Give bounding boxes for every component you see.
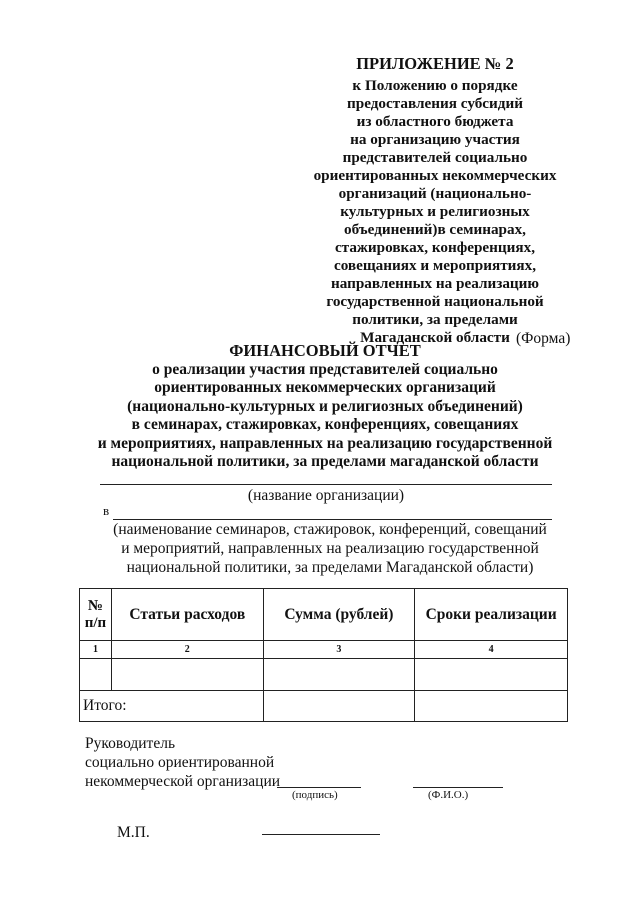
name-field[interactable]	[413, 787, 503, 788]
total-label: Итого:	[80, 691, 264, 722]
appendix-line: предоставления субсидий	[347, 95, 523, 112]
report-line: и мероприятиях, направленных на реализацию государственной	[97, 434, 553, 452]
org-name-line[interactable]	[100, 484, 552, 485]
col-number: 2	[111, 641, 263, 659]
form-label: (Форма)	[516, 330, 571, 347]
report-line: ориентированных некоммерческих организаций	[154, 379, 496, 396]
header-amount: Сумма (рублей)	[263, 589, 415, 641]
appendix-line: стажировках, конференциях,	[334, 239, 536, 256]
report-title: ФИНАНСОВЫЙ ОТЧЕТ	[229, 341, 421, 360]
total-row	[80, 691, 568, 722]
appendix-line: ориентированных некоммерческих	[313, 167, 557, 184]
events-caption	[95, 520, 565, 577]
header-deadlines: Сроки реализации	[415, 589, 568, 641]
appendix-title: ПРИЛОЖЕНИЕ № 2	[356, 54, 514, 73]
appendix-line: представителей социально	[342, 149, 528, 166]
total-deadline-cell[interactable]	[415, 691, 568, 722]
report-line: (национально-культурных и религиозных объединений)	[127, 397, 523, 415]
events-caption-line: и мероприятий, направленных на реализацию государственной	[121, 540, 539, 557]
expenses-table	[79, 588, 568, 722]
table-cell[interactable]	[80, 659, 112, 691]
signature-field[interactable]	[277, 787, 361, 788]
report-heading	[85, 342, 565, 472]
table-cell[interactable]	[111, 659, 263, 691]
signature-line-text: социально ориентированной	[85, 754, 275, 771]
column-number-row	[80, 641, 568, 659]
events-caption-line: национальной политики, за пределами Магаданской области)	[126, 559, 534, 576]
appendix-line: из областного бюджета	[356, 113, 514, 130]
name-hint: (Ф.И.О.)	[428, 789, 469, 801]
appendix-line: организаций (национально-	[338, 185, 532, 202]
table-header-row	[80, 589, 568, 641]
table-row	[80, 659, 568, 691]
report-line: в семинарах, стажировках, конференциях, совещаниях	[131, 416, 519, 433]
header-number: № п/п	[80, 589, 112, 641]
date-field[interactable]	[262, 834, 380, 835]
header-expense-items: Статьи расходов	[111, 589, 263, 641]
total-amount-cell[interactable]	[263, 691, 415, 722]
appendix-line: культурных и религиозных	[340, 203, 530, 220]
signature-line-text: некоммерческой организации	[85, 773, 281, 790]
col-number: 1	[80, 641, 112, 659]
appendix-line: к Положению о порядке	[352, 77, 518, 94]
signature-hint: (подпись)	[292, 789, 338, 801]
stamp-label: М.П.	[117, 824, 150, 841]
appendix-line: Магаданской области	[360, 329, 510, 346]
events-caption-line: (наименование семинаров, стажировок, конференций, совещаний	[113, 521, 547, 538]
appendix-line: объединений)в семинарах,	[344, 221, 526, 238]
appendix-line: направленных на реализацию	[330, 275, 540, 292]
col-number: 3	[263, 641, 415, 659]
report-line: национальной политики, за пределами магаданской области	[111, 453, 539, 470]
in-prefix: в	[103, 503, 110, 518]
table-cell[interactable]	[415, 659, 568, 691]
signature-line-text: Руководитель	[85, 735, 176, 752]
appendix-block	[300, 55, 570, 347]
appendix-line: политики, за пределами	[352, 311, 518, 328]
signature-block	[85, 734, 280, 791]
org-caption: (название организации)	[247, 487, 405, 504]
appendix-line: на организацию участия	[350, 131, 520, 148]
col-number: 4	[415, 641, 568, 659]
appendix-line: совещаниях и мероприятиях,	[333, 257, 537, 274]
appendix-line: государственной национальной	[326, 293, 544, 310]
report-line: о реализации участия представителей социально	[152, 360, 498, 378]
table-cell[interactable]	[263, 659, 415, 691]
